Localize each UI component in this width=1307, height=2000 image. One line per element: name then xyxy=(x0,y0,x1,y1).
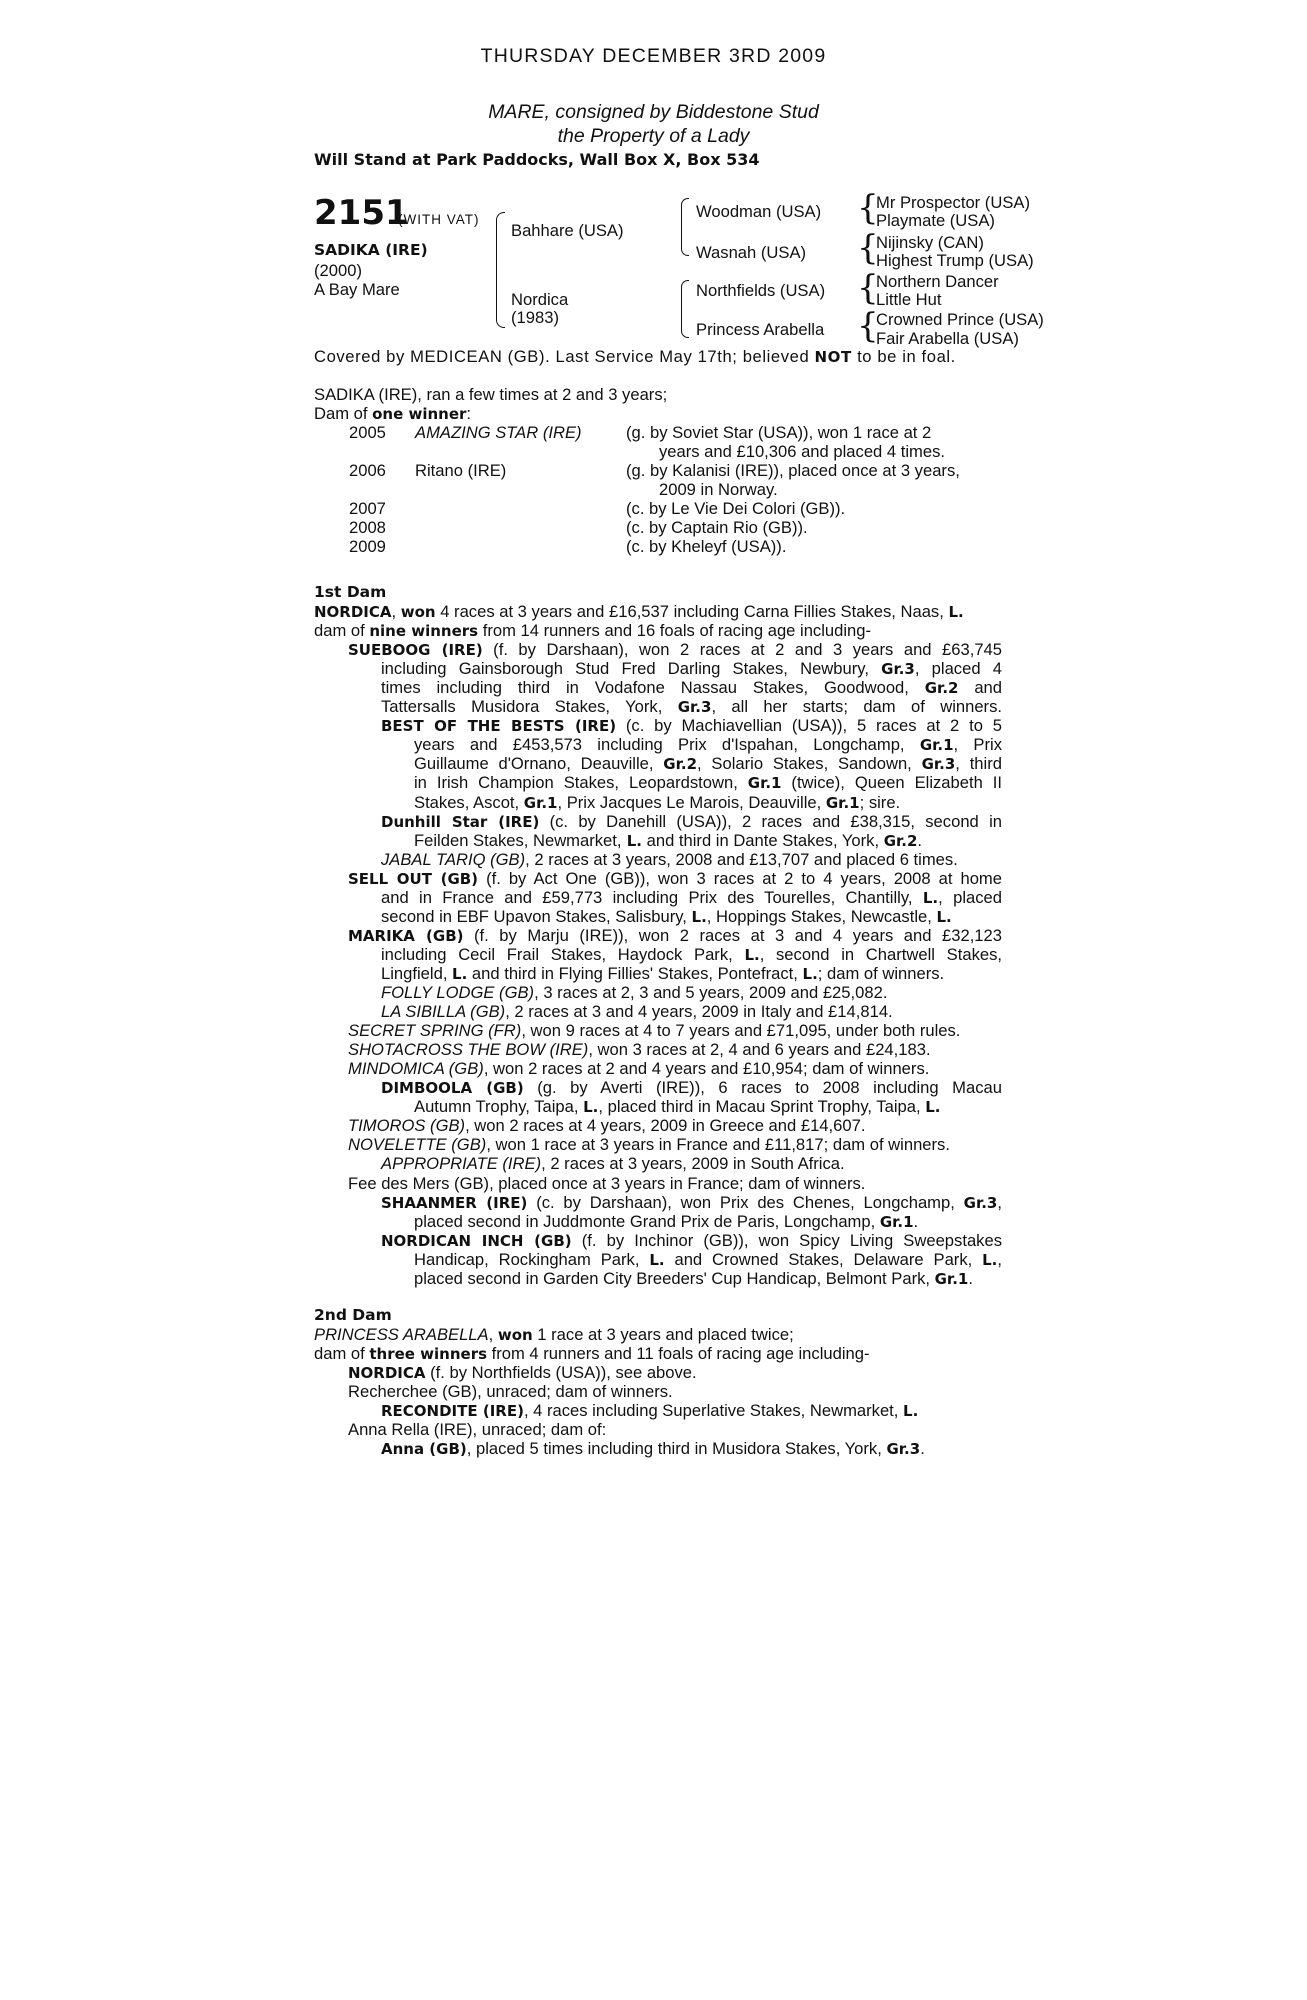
first-dam-line: SELL OUT (GB) (f. by Act One (GB)), won 3 races at 2 to 4 years, 2008 at home xyxy=(348,869,1002,888)
first-dam-line: Guillaume d'Ornano, Deauville, Gr.2, Solario Stakes, Sandown, Gr.3, third xyxy=(414,754,1002,773)
dam-of-post: : xyxy=(466,404,472,423)
first-dam-line: Autumn Trophy, Taipa, L., placed third in Macau Sprint Trophy, Taipa, L. xyxy=(414,1097,941,1116)
gen3-2: Playmate (USA) xyxy=(876,211,995,230)
dam-name: Nordica xyxy=(511,290,569,309)
stand-location: Will Stand at Park Paddocks, Wall Box X, Box 534 xyxy=(314,150,760,169)
sire: Bahhare (USA) xyxy=(511,221,624,240)
produce-detail: (c. by Kheleyf (USA)). xyxy=(626,537,787,556)
consignor-line: MARE, consigned by Biddestone Stud xyxy=(488,101,819,123)
produce-year: 2007 xyxy=(349,499,386,518)
dam-year: (1983) xyxy=(511,308,559,327)
sire-dam: Wasnah (USA) xyxy=(696,243,807,262)
first-dam-line: Tattersalls Musidora Stakes, York, Gr.3, all her starts; dam of winners. xyxy=(381,697,1002,716)
pedigree-brace-2b xyxy=(681,280,689,338)
produce-year: 2006 xyxy=(349,461,386,480)
dam-of-line xyxy=(314,404,471,424)
first-dam-line: NORDICAN INCH (GB) (f. by Inchinor (GB)), won Spicy Living Sweepstakes xyxy=(381,1231,1002,1250)
gen3-5: Northern Dancer xyxy=(876,272,999,291)
horse-description: A Bay Mare xyxy=(314,280,400,299)
first-dam-line: Feilden Stakes, Newmarket, L. and third in Dante Stakes, York, Gr.2. xyxy=(414,831,923,850)
covering-note xyxy=(314,347,1004,367)
pedigree-brace-1 xyxy=(496,212,505,328)
sale-date: THURSDAY DECEMBER 3RD 2009 xyxy=(480,45,827,67)
second-dam-line: Anna Rella (IRE), unraced; dam of: xyxy=(348,1420,607,1439)
first-dam-line: including Cecil Frail Stakes, Haydock Park, L., second in Chartwell Stakes, xyxy=(381,945,1003,964)
vat-note: (WITH VAT) xyxy=(398,212,480,227)
produce-detail-cont: 2009 in Norway. xyxy=(659,480,778,499)
first-dam-line: Dunhill Star (IRE) (c. by Danehill (USA)), 2 races and £38,315, second in xyxy=(381,812,1002,831)
covering-not: NOT xyxy=(814,348,852,366)
first-dam-line: MARIKA (GB) (f. by Marju (IRE)), won 2 races at 3 and 4 years and £32,123 xyxy=(348,926,1002,945)
covering-pre: Covered by MEDICEAN (GB). Last Service May 17th; believed xyxy=(314,347,815,366)
dam-of-bold: one winner xyxy=(372,405,467,423)
first-dam-line: years and £453,573 including Prix d'Ispahan, Longchamp, Gr.1, Prix xyxy=(414,735,1002,754)
produce-name: Ritano (IRE) xyxy=(415,461,507,480)
first-dam-line: Handicap, Rockingham Park, L. and Crowned Stakes, Delaware Park, L., xyxy=(414,1250,1003,1269)
second-dam-line: Recherchee (GB), unraced; dam of winners. xyxy=(348,1382,673,1401)
first-dam-line: SHOTACROSS THE BOW (IRE), won 3 races at 2, 4 and 6 years and £24,183. xyxy=(348,1040,931,1059)
lot-number: 2151 xyxy=(314,193,409,233)
second-dam-line: dam of three winners from 4 runners and 11 foals of racing age including- xyxy=(314,1344,870,1363)
produce-detail: (g. by Soviet Star (USA)), won 1 race at 2 xyxy=(626,423,932,442)
second-dam-line: PRINCESS ARABELLA, won 1 race at 3 years and placed twice; xyxy=(314,1325,794,1344)
first-dam-line: FOLLY LODGE (GB), 3 races at 2, 3 and 5 years, 2009 and £25,082. xyxy=(381,983,888,1002)
first-dam-line: APPROPRIATE (IRE), 2 races at 3 years, 2009 in South Africa. xyxy=(381,1154,845,1173)
produce-name: AMAZING STAR (IRE) xyxy=(415,423,582,442)
first-dam-line: BEST OF THE BESTS (IRE) (c. by Machiavellian (USA)), 5 races at 2 to 5 xyxy=(381,716,1002,735)
first-dam-line: second in EBF Upavon Stakes, Salisbury, L., Hoppings Stakes, Newcastle, L. xyxy=(381,907,952,926)
gen3-1: Mr Prospector (USA) xyxy=(876,193,1030,212)
first-dam-line: NORDICA, won 4 races at 3 years and £16,537 including Carna Fillies Stakes, Naas, L. xyxy=(314,602,964,621)
first-dam-line: dam of nine winners from 14 runners and 16 foals of racing age including- xyxy=(314,621,872,640)
gen3-7: Crowned Prince (USA) xyxy=(876,310,1044,329)
first-dam-line: in Irish Champion Stakes, Leopardstown, Gr.1 (twice), Queen Elizabeth II xyxy=(414,773,1002,792)
first-dam-heading: 1st Dam xyxy=(314,583,387,601)
gen3-6: Little Hut xyxy=(876,290,942,309)
first-dam-line: placed second in Garden City Breeders' Cup Handicap, Belmont Park, Gr.1. xyxy=(414,1269,973,1288)
produce-detail: (c. by Captain Rio (GB)). xyxy=(626,518,808,537)
dam-of-pre: Dam of xyxy=(314,404,373,423)
first-dam-line: Fee des Mers (GB), placed once at 3 years in France; dam of winners. xyxy=(348,1174,866,1193)
produce-intro: SADIKA (IRE), ran a few times at 2 and 3 years; xyxy=(314,385,668,404)
second-dam-line: RECONDITE (IRE), 4 races including Superlative Stakes, Newmarket, L. xyxy=(381,1401,919,1420)
first-dam-line: including Gainsborough Stud Fred Darling Stakes, Newbury, Gr.3, placed 4 xyxy=(381,659,1002,678)
first-dam-line: TIMOROS (GB), won 2 races at 4 years, 2009 in Greece and £14,607. xyxy=(348,1116,866,1135)
first-dam-line: SECRET SPRING (FR), won 9 races at 4 to 7 years and £71,095, under both rules. xyxy=(348,1021,961,1040)
first-dam-line: JABAL TARIQ (GB), 2 races at 3 years, 2008 and £13,707 and placed 6 times. xyxy=(381,850,958,869)
first-dam-line: NOVELETTE (GB), won 1 race at 3 years in France and £11,817; dam of winners. xyxy=(348,1135,950,1154)
first-dam-line: SUEBOOG (IRE) (f. by Darshaan), won 2 races at 2 and 3 years and £63,745 xyxy=(348,640,1003,659)
dam-sire: Northfields (USA) xyxy=(696,281,826,300)
horse-name: SADIKA (IRE) xyxy=(314,241,428,259)
sire-sire: Woodman (USA) xyxy=(696,202,822,221)
second-dam-heading: 2nd Dam xyxy=(314,1306,392,1324)
first-dam-line: MINDOMICA (GB), won 2 races at 2 and 4 years and £10,954; dam of winners. xyxy=(348,1059,930,1078)
pedigree-brace-3a: { xyxy=(857,188,879,228)
gen3-4: Highest Trump (USA) xyxy=(876,251,1034,270)
gen3-3: Nijinsky (CAN) xyxy=(876,233,984,252)
second-dam-line: Anna (GB), placed 5 times including third in Musidora Stakes, York, Gr.3. xyxy=(381,1439,925,1458)
first-dam-line: Stakes, Ascot, Gr.1, Prix Jacques Le Marois, Deauville, Gr.1; sire. xyxy=(414,793,901,812)
produce-year: 2009 xyxy=(349,537,386,556)
produce-detail: (g. by Kalanisi (IRE)), placed once at 3 years, xyxy=(626,461,960,480)
pedigree-brace-2a xyxy=(681,198,689,256)
first-dam-line: times including third in Vodafone Nassau Stakes, Goodwood, Gr.2 and xyxy=(381,678,1003,697)
pedigree-brace-3b: { xyxy=(857,228,879,268)
covering-post: to be in foal. xyxy=(851,347,956,366)
first-dam-line: Lingfield, L. and third in Flying Fillies' Stakes, Pontefract, L.; dam of winners. xyxy=(381,964,945,983)
produce-detail-cont: years and £10,306 and placed 4 times. xyxy=(659,442,945,461)
first-dam-line: LA SIBILLA (GB), 2 races at 3 and 4 years, 2009 in Italy and £14,814. xyxy=(381,1002,893,1021)
second-dam-line: NORDICA (f. by Northfields (USA)), see above. xyxy=(348,1363,697,1382)
pedigree-brace-3c: { xyxy=(857,268,879,308)
dam-dam: Princess Arabella xyxy=(696,320,825,339)
property-line: the Property of a Lady xyxy=(557,125,750,147)
produce-year: 2008 xyxy=(349,518,386,537)
foaling-year: (2000) xyxy=(314,261,362,280)
first-dam-line: and in France and £59,773 including Prix des Tourelles, Chantilly, L., placed xyxy=(381,888,1002,907)
pedigree-brace-3d: { xyxy=(857,306,879,346)
gen3-8: Fair Arabella (USA) xyxy=(876,329,1019,348)
produce-year: 2005 xyxy=(349,423,386,442)
first-dam-line: placed second in Juddmonte Grand Prix de Paris, Longchamp, Gr.1. xyxy=(414,1212,919,1231)
first-dam-line: SHAANMER (IRE) (c. by Darshaan), won Prix des Chenes, Longchamp, Gr.3, xyxy=(381,1193,1002,1212)
first-dam-line: DIMBOOLA (GB) (g. by Averti (IRE)), 6 races to 2008 including Macau xyxy=(381,1078,1002,1097)
produce-detail: (c. by Le Vie Dei Colori (GB)). xyxy=(626,499,846,518)
